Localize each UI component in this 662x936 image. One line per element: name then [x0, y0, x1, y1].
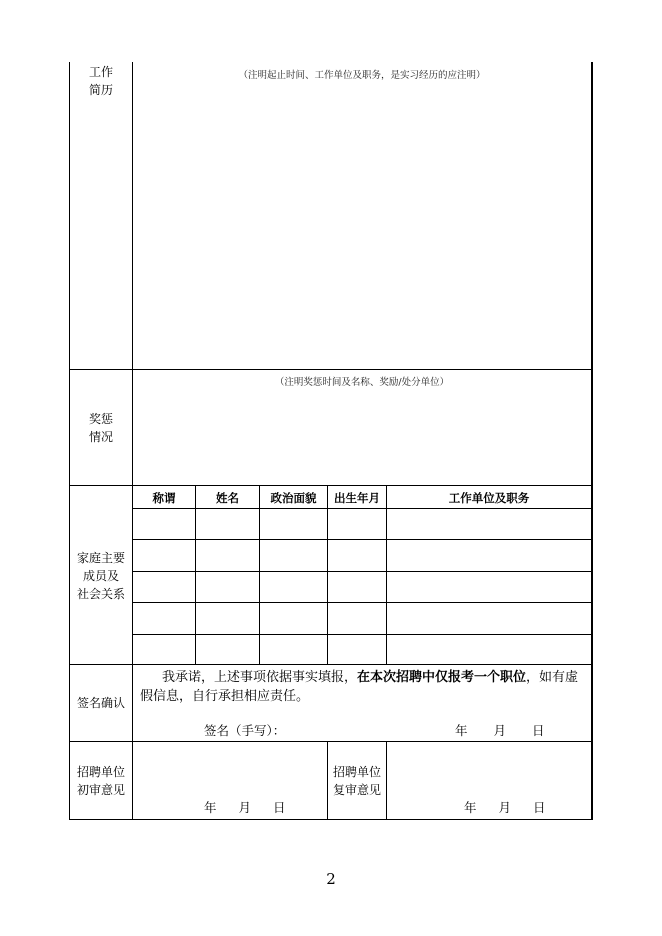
family-cell[interactable] [133, 540, 195, 571]
family-header-cell: 出生年月 [334, 491, 380, 505]
initial-review-label: 招聘单位 初审意见 [76, 765, 125, 797]
family-cell[interactable] [387, 540, 591, 571]
family-cell[interactable] [133, 635, 195, 664]
rewards-field[interactable] [133, 390, 591, 484]
pledge-text: 我承诺，上述事项依据事实填报，在本次招聘中仅报考一个职位，如有虚假信息，自行承担相应责任。 [140, 670, 579, 704]
family-cell[interactable] [196, 509, 259, 539]
family-cell[interactable] [133, 572, 195, 602]
work-history-label: 工作 简历 [88, 65, 113, 97]
family-cell[interactable] [328, 572, 386, 602]
family-cell[interactable] [387, 509, 591, 539]
family-cell[interactable] [260, 603, 327, 634]
family-cell[interactable] [260, 572, 327, 602]
work-history-field[interactable] [133, 84, 591, 368]
signature-field[interactable] [295, 718, 435, 738]
work-history-note: （注明起止时间、工作单位及职务，是实习经历的应注明） [238, 70, 486, 81]
divider-work-rewards [69, 369, 592, 370]
family-cell[interactable] [196, 572, 259, 602]
family-cell[interactable] [260, 509, 327, 539]
family-cell[interactable] [196, 603, 259, 634]
rewards-note: （注明奖惩时间及名称、奖励/处分单位） [274, 377, 450, 388]
final-review-date: 年 月 日 [464, 800, 546, 815]
family-cell[interactable] [260, 540, 327, 571]
signature-date: 年 月 日 [455, 723, 545, 738]
family-cell[interactable] [328, 603, 386, 634]
rewards-label: 奖惩 情况 [88, 412, 113, 444]
family-cell[interactable] [196, 540, 259, 571]
family-header-cell: 工作单位及职务 [448, 491, 530, 505]
family-cell[interactable] [133, 603, 195, 634]
family-cell[interactable] [328, 509, 386, 539]
family-cell[interactable] [387, 603, 591, 634]
final-review-label: 招聘单位 复审意见 [332, 765, 381, 797]
signature-label: 签名确认 [76, 696, 125, 710]
family-cell[interactable] [260, 635, 327, 664]
initial-review-date: 年 月 日 [204, 800, 286, 815]
divider-family-signature [69, 664, 592, 665]
family-cell[interactable] [328, 540, 386, 571]
family-header-cell: 姓名 [216, 491, 239, 505]
bottom-border [69, 819, 592, 820]
family-header-cell: 称谓 [152, 491, 176, 505]
family-cell[interactable] [387, 572, 591, 602]
divider-rewards-family [69, 485, 592, 486]
right-border [591, 62, 593, 820]
sign-label: 签名（手写）： [204, 723, 286, 738]
initial-review-field[interactable] [133, 742, 326, 796]
family-label: 家庭主要 成员及 社会关系 [76, 551, 125, 601]
family-cell[interactable] [387, 635, 591, 664]
final-review-field[interactable] [387, 742, 591, 796]
family-cell[interactable] [133, 509, 195, 539]
family-cell[interactable] [328, 635, 386, 664]
family-header-cell: 政治面貌 [270, 491, 317, 505]
pledge-bold-text: 在本次招聘中仅报考一个职位 [357, 670, 527, 685]
page-number: 2 [326, 870, 336, 888]
family-cell[interactable] [196, 635, 259, 664]
